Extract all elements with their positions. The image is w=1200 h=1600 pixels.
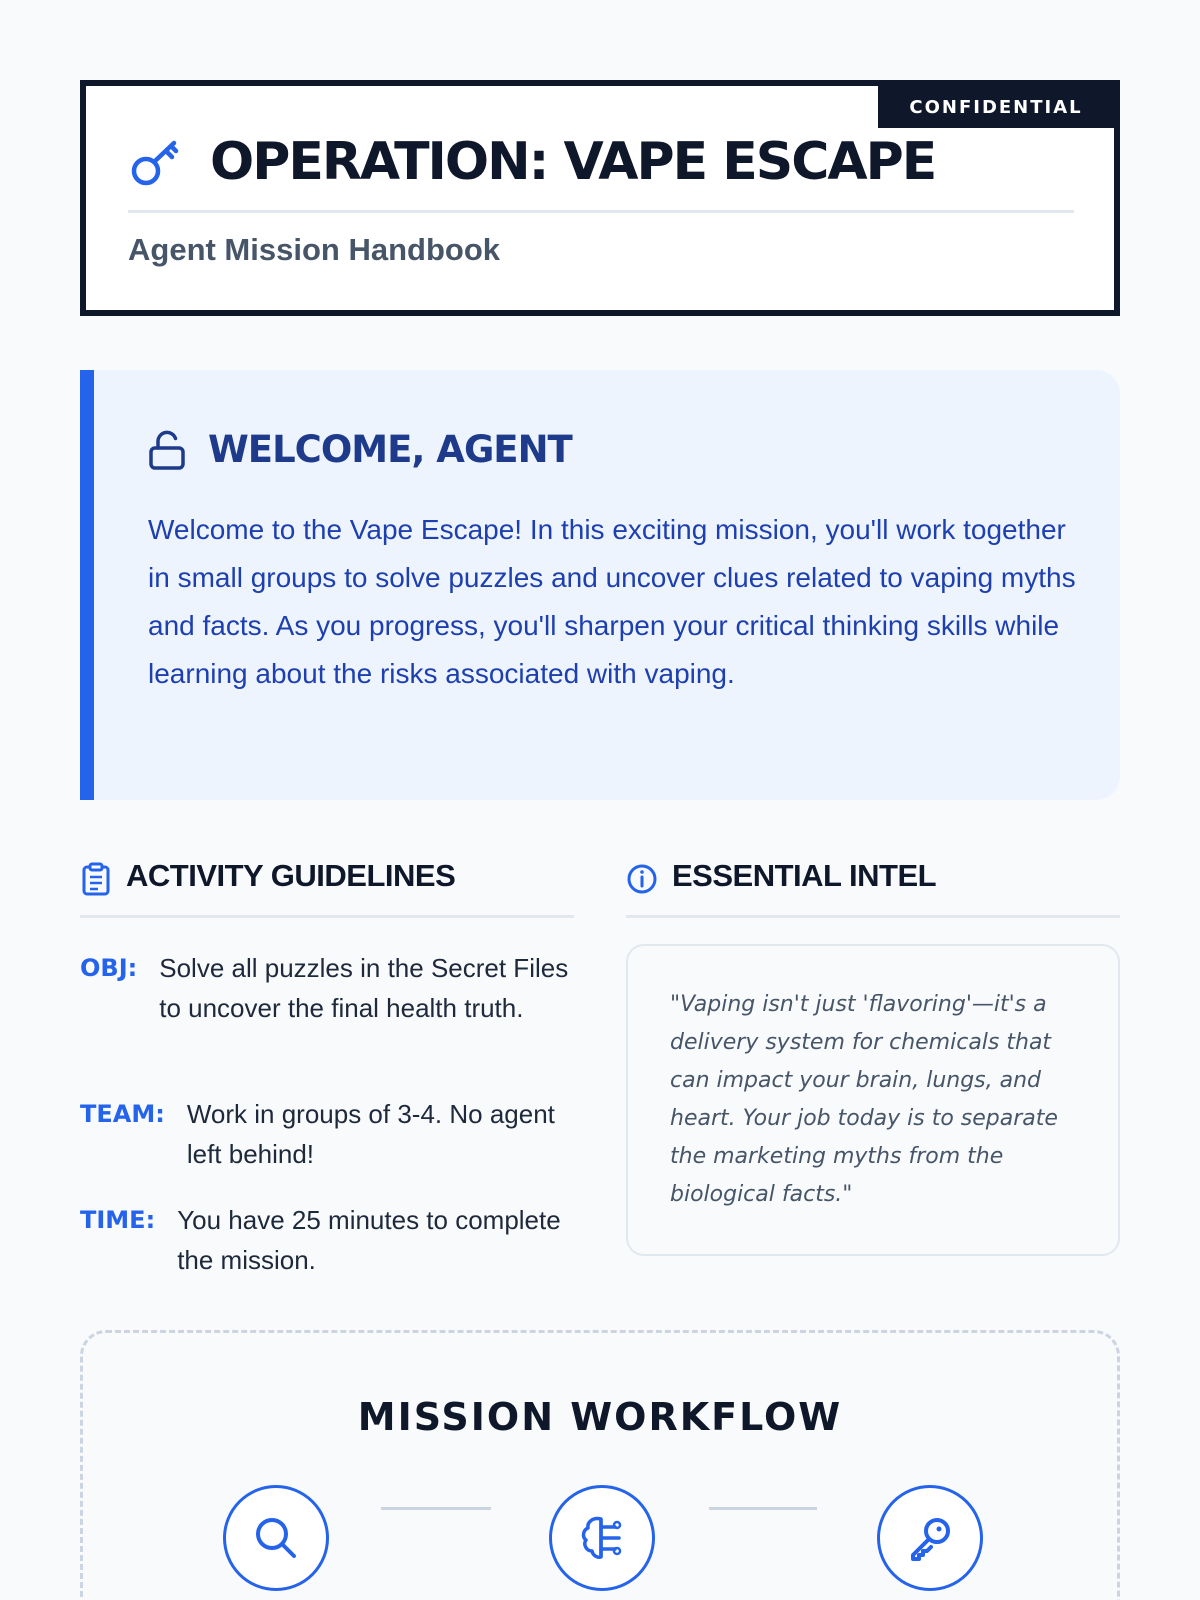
guideline-text: Work in groups of 3-4. No agent left behind! bbox=[186, 1099, 555, 1169]
guideline-text: You have 25 minutes to complete the mission. bbox=[177, 1205, 561, 1275]
welcome-title: WELCOME, AGENT bbox=[208, 428, 572, 471]
confidential-badge: CONFIDENTIAL bbox=[878, 86, 1114, 128]
header-divider bbox=[128, 210, 1074, 213]
title-row bbox=[128, 132, 935, 192]
page-title: OPERATION: VAPE ESCAPE bbox=[210, 132, 936, 192]
intel-quote-box bbox=[626, 944, 1120, 1256]
workflow-connector bbox=[709, 1507, 817, 1510]
mission-header-card bbox=[80, 80, 1120, 316]
workflow-step-key bbox=[877, 1485, 983, 1591]
welcome-title-row bbox=[148, 428, 572, 471]
guideline-text: Solve all puzzles in the Secret Files to uncover the final health truth. bbox=[159, 953, 569, 1023]
guidelines-header bbox=[80, 858, 574, 918]
intel-title: ESSENTIAL INTEL bbox=[672, 858, 937, 893]
workflow-title: MISSION WORKFLOW bbox=[357, 1395, 843, 1439]
workflow-step-search bbox=[223, 1485, 329, 1591]
intel-header bbox=[626, 858, 1120, 918]
search-icon bbox=[250, 1512, 302, 1564]
welcome-text: Welcome to the Vape Escape! In this exciting mission, you'll work together in small groups to solve puzzles and uncover clues related to vaping myths and facts. As you progress, you'll sharpen your critical thinking skills while learning about the risks associated with vaping. bbox=[148, 514, 1076, 689]
welcome-panel bbox=[80, 370, 1120, 800]
unlock-icon bbox=[148, 430, 186, 470]
guideline-item-time bbox=[80, 1200, 574, 1280]
page-subtitle: Agent Mission Handbook bbox=[128, 232, 500, 267]
clipboard-icon bbox=[80, 862, 112, 896]
workflow-step-brain bbox=[549, 1485, 655, 1591]
guideline-label: TEAM: bbox=[80, 1100, 165, 1128]
guideline-item-objective bbox=[80, 948, 574, 1028]
guidelines-title: ACTIVITY GUIDELINES bbox=[126, 858, 456, 893]
workflow-connector bbox=[381, 1507, 491, 1510]
brain-icon bbox=[575, 1511, 629, 1565]
info-icon bbox=[626, 862, 658, 896]
guideline-label: OBJ: bbox=[80, 954, 138, 982]
guideline-label: TIME: bbox=[80, 1206, 156, 1234]
mission-workflow-panel bbox=[80, 1330, 1120, 1600]
guideline-item-team bbox=[80, 1094, 574, 1174]
key-icon bbox=[128, 135, 182, 189]
intel-quote: "Vaping isn't just 'flavoring'—it's a delivery system for chemicals that can impact your brain, lungs, and heart. Your job today is to separate the marketing myths from the biological facts." bbox=[670, 992, 1058, 1207]
key-icon bbox=[903, 1511, 957, 1565]
